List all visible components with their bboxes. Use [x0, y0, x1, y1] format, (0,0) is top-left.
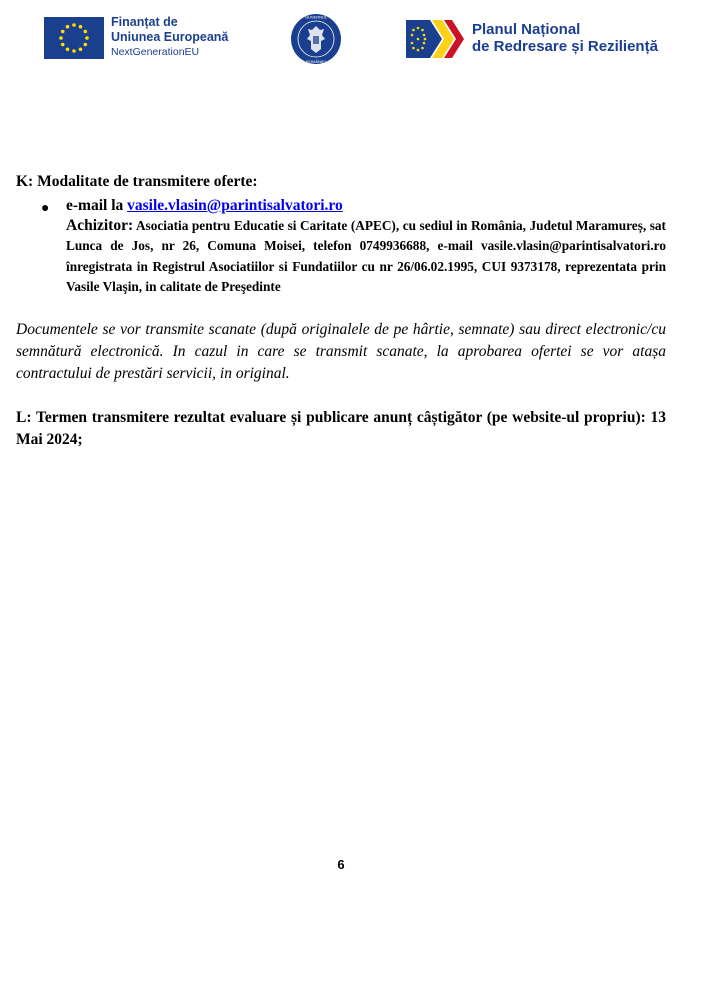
eu-flag-icon — [44, 17, 104, 59]
page-number: 6 — [337, 857, 345, 872]
email-link[interactable]: vasile.vlasin@parintisalvatori.ro — [127, 197, 343, 214]
romanian-government-seal-icon — [290, 12, 342, 66]
buyer-details: Asociatia pentru Educatie si Caritate (APEC), cu sediul in România, Judetul Maramureș, sat Lunca de Jos, nr 26, Comuna Moisei, telefon 0749936688, e-mail vasile.vlasin@parintisalvatori.ro înregistrata in Registrul Asociatiilor si Fundatiilor cu nr 26/06.02.1995, CUI 9373178, reprezentata prin Vasile Vlaşin, in calitate de Preşedinte — [66, 218, 666, 294]
email-prefix: e-mail la — [66, 197, 128, 214]
pnrr-line2: de Redresare și Reziliență — [472, 38, 658, 55]
section-l-paragraph: L: Termen transmitere rezultat evaluare și publicare anunț câștigător (pe website-ul propriu): 13 Mai 2024; — [16, 409, 666, 449]
eu-funding-text — [111, 15, 228, 60]
svg-text:ROMÂNIEI: ROMÂNIEI — [306, 59, 326, 64]
header-logos — [0, 0, 706, 80]
bullet-icon: ● — [41, 201, 50, 216]
document-body — [16, 172, 666, 451]
section-k-heading: K: Modalitate de transmitere oferte: — [16, 173, 258, 190]
eu-funding-line2: Uniunea Europeană — [111, 30, 229, 44]
eu-funding-line1: Finanțat de — [111, 15, 178, 29]
pnrr-logo-icon — [406, 20, 466, 58]
pnrr-line1: Planul Național — [472, 21, 581, 38]
eu-funding-line3: NextGenerationEU — [111, 46, 200, 58]
svg-text:GUVERNUL: GUVERNUL — [304, 14, 328, 20]
list-item — [16, 196, 666, 297]
buyer-paragraph — [66, 216, 666, 297]
pnrr-text — [472, 21, 658, 55]
buyer-label: Achizitor: — [66, 217, 134, 234]
documents-note: Documentele se vor transmite scanate (după originalele de pe hârtie, semnate) sau direct electronic/cu semnătură electronică. In cazul in care se transmit scanate, la aprobarea ofertei se vor atașa contractului de prestări servicii, in original. — [16, 321, 666, 383]
email-line — [66, 196, 666, 216]
